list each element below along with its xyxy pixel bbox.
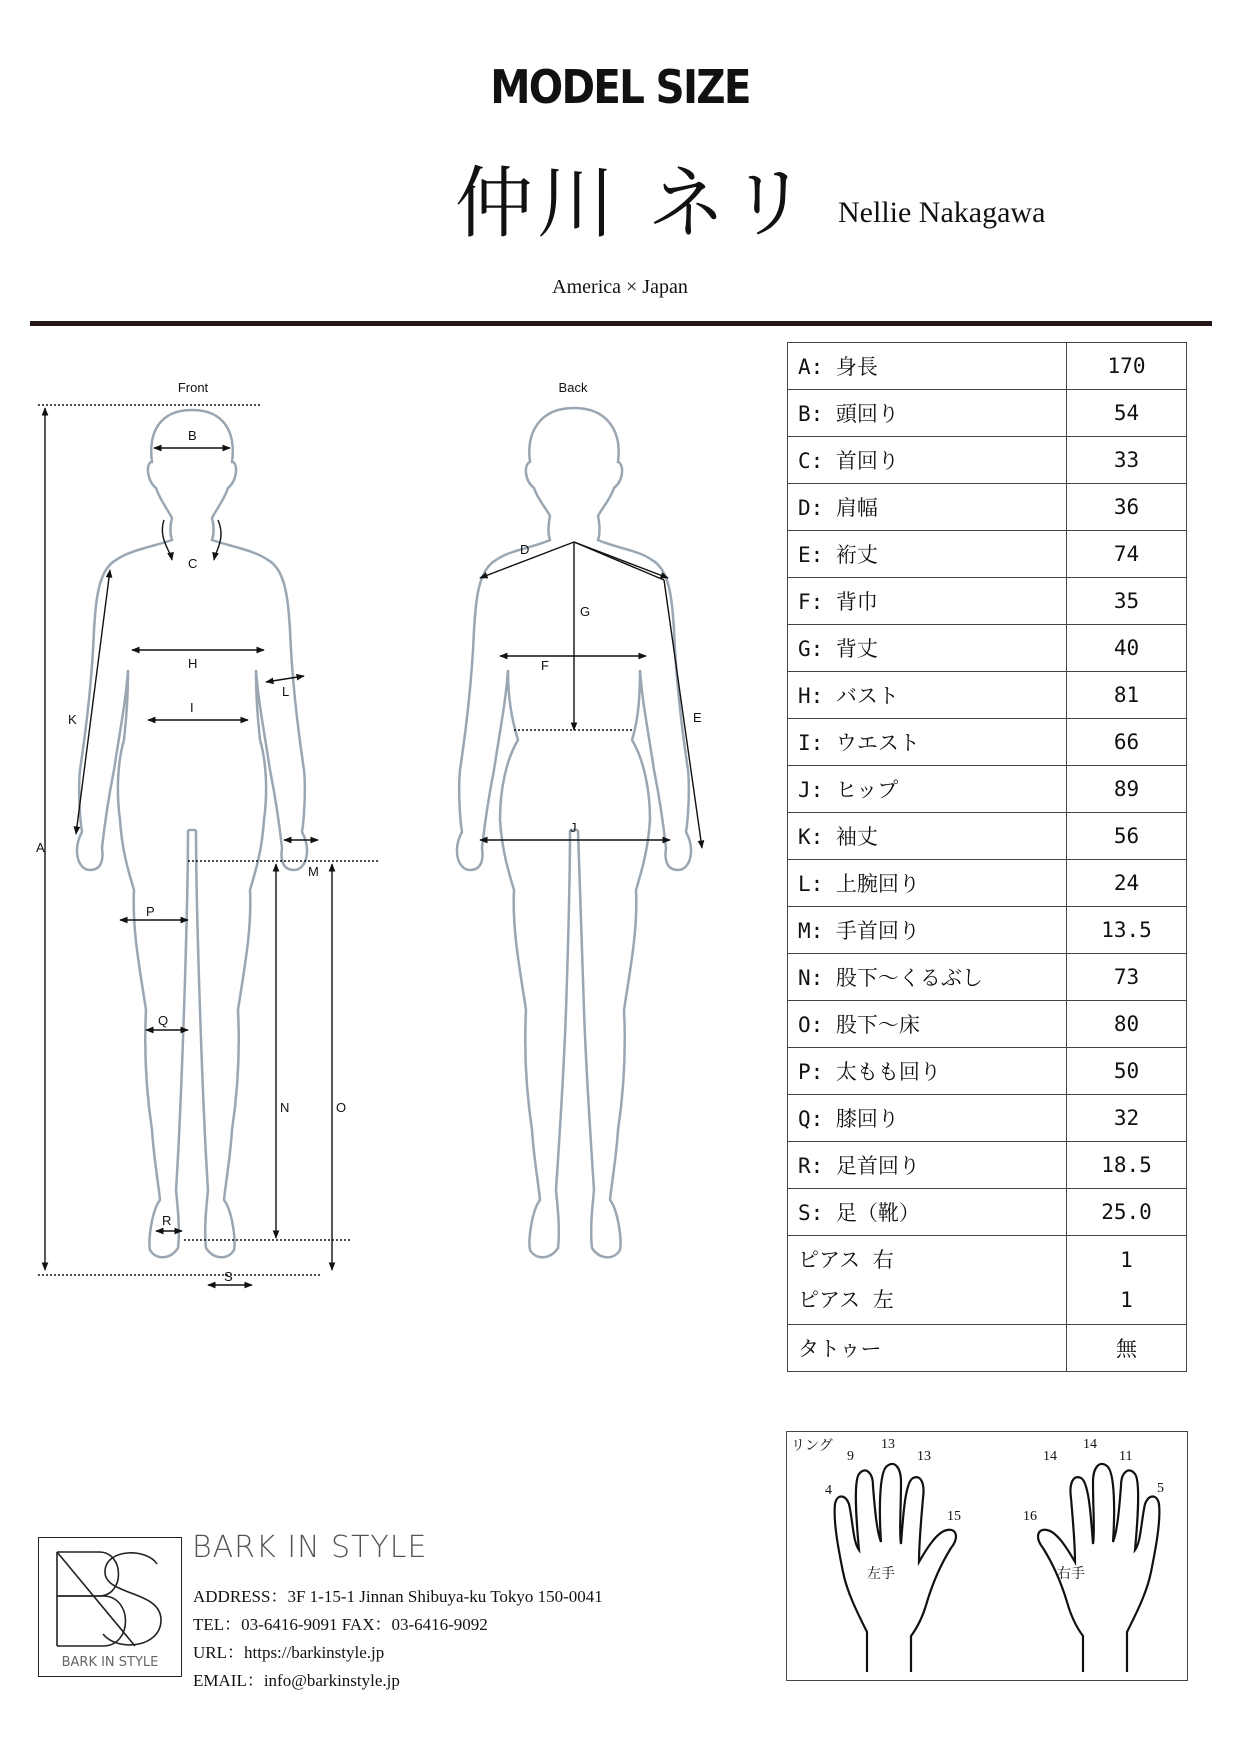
table-row <box>788 484 1187 531</box>
label-B: B <box>188 428 197 443</box>
table-row <box>788 672 1187 719</box>
company-email[interactable]: EMAIL：info@barkinstyle.jp <box>193 1671 400 1690</box>
back-label: Back <box>558 380 588 395</box>
label-G: G <box>580 604 591 619</box>
table-row <box>788 1189 1187 1236</box>
left-hand-outline <box>835 1464 956 1672</box>
measurement-label: G: 背丈 <box>788 625 1067 672</box>
label-I: I <box>190 700 194 715</box>
measurement-value: 89 <box>1067 766 1187 813</box>
label-D: D <box>520 542 530 557</box>
table-row-piercing <box>788 1236 1187 1325</box>
measurement-value: 25.0 <box>1067 1189 1187 1236</box>
table-row <box>788 343 1187 390</box>
piercing-left-label: ピアス 左 <box>798 1288 894 1312</box>
table-row <box>788 531 1187 578</box>
table-row <box>788 625 1187 672</box>
model-name-english: Nellie Nakagawa <box>838 196 1046 229</box>
label-P: P <box>146 904 155 919</box>
table-row <box>788 954 1187 1001</box>
measurement-label: B: 頭回り <box>788 390 1067 437</box>
table-row-tattoo <box>788 1325 1187 1372</box>
measurement-label: H: バスト <box>788 672 1067 719</box>
ring-right-ring: 11 <box>1119 1449 1133 1464</box>
measurement-label: L: 上腕回り <box>788 860 1067 907</box>
measurement-value: 80 <box>1067 1001 1187 1048</box>
logo-caption: BARK IN STYLE <box>61 1655 159 1670</box>
measurement-label: N: 股下～くるぶし <box>788 954 1067 1001</box>
label-L: L <box>282 684 290 699</box>
label-O: O <box>336 1100 347 1115</box>
measurement-value: 24 <box>1067 860 1187 907</box>
measurement-label: M: 手首回り <box>788 907 1067 954</box>
measurement-label: E: 裄丈 <box>788 531 1067 578</box>
piercing-right-value: 1 <box>1120 1248 1133 1272</box>
measurement-value: 50 <box>1067 1048 1187 1095</box>
table-row <box>788 1001 1187 1048</box>
logo-mark <box>39 1538 181 1676</box>
header-divider <box>30 321 1212 326</box>
page-title: MODEL SIZE <box>490 60 750 114</box>
table-row <box>788 390 1187 437</box>
label-K: K <box>68 712 77 727</box>
label-E: E <box>693 710 702 725</box>
measurement-label: O: 股下～床 <box>788 1001 1067 1048</box>
company-url[interactable]: URL：https://barkinstyle.jp <box>193 1643 385 1662</box>
measurement-value: 170 <box>1067 343 1187 390</box>
measurement-value: 36 <box>1067 484 1187 531</box>
measurement-value: 73 <box>1067 954 1187 1001</box>
measurement-value: 74 <box>1067 531 1187 578</box>
table-row <box>788 1142 1187 1189</box>
model-name-japanese: 仲川 ネリ <box>455 159 812 249</box>
ring-right-thumb: 16 <box>1023 1509 1037 1524</box>
table-row <box>788 813 1187 860</box>
measurement-label: K: 袖丈 <box>788 813 1067 860</box>
tattoo-value: 無 <box>1067 1325 1187 1372</box>
table-row <box>788 1048 1187 1095</box>
measurement-value: 13.5 <box>1067 907 1187 954</box>
piercing-right-label: ピアス 右 <box>798 1248 894 1272</box>
measurement-value: 33 <box>1067 437 1187 484</box>
measurement-value: 81 <box>1067 672 1187 719</box>
ring-left-thumb: 15 <box>947 1509 961 1524</box>
measurement-value: 54 <box>1067 390 1187 437</box>
table-row <box>788 907 1187 954</box>
company-phone: TEL：03-6416-9091 FAX：03-6416-9092 <box>193 1615 488 1634</box>
label-F: F <box>541 658 549 673</box>
ring-left-pinky: 4 <box>825 1483 832 1498</box>
table-row <box>788 860 1187 907</box>
body-measurement-diagram <box>20 370 770 1395</box>
label-S: S <box>224 1269 233 1284</box>
ring-right-index: 14 <box>1043 1449 1057 1464</box>
company-name: BARK IN STYLE <box>192 1530 428 1565</box>
company-logo <box>38 1537 182 1677</box>
label-C: C <box>188 556 198 571</box>
hands-diagram <box>787 1432 1187 1680</box>
measurement-label: A: 身長 <box>788 343 1067 390</box>
label-Q: Q <box>158 1013 169 1028</box>
ring-title: リング <box>791 1439 833 1454</box>
company-address: ADDRESS：3F 1-15-1 Jinnan Shibuya-ku Tokyo 150-0041 <box>193 1587 603 1606</box>
measurement-label: Q: 膝回り <box>788 1095 1067 1142</box>
measurement-label: R: 足首回り <box>788 1142 1067 1189</box>
measurement-value: 35 <box>1067 578 1187 625</box>
measurement-table-body <box>788 343 1187 1236</box>
model-origin: America × Japan <box>552 276 688 298</box>
piercing-left-value: 1 <box>1120 1288 1133 1312</box>
measurement-label: F: 背巾 <box>788 578 1067 625</box>
ring-right-pinky: 5 <box>1157 1481 1164 1496</box>
measurement-table <box>787 342 1187 1372</box>
label-A: A <box>36 840 45 855</box>
front-label: Front <box>177 380 209 395</box>
label-N: N <box>280 1100 290 1115</box>
label-J: J <box>570 820 577 835</box>
tattoo-label: タトゥー <box>788 1325 1067 1372</box>
measurement-label: S: 足（靴） <box>788 1189 1067 1236</box>
measurement-value: 56 <box>1067 813 1187 860</box>
measurement-label: P: 太もも回り <box>788 1048 1067 1095</box>
table-row <box>788 578 1187 625</box>
ring-right-middle: 14 <box>1083 1437 1097 1452</box>
measurement-value: 66 <box>1067 719 1187 766</box>
label-H: H <box>188 656 198 671</box>
table-row <box>788 437 1187 484</box>
measurement-value: 32 <box>1067 1095 1187 1142</box>
right-hand-label: 右手 <box>1057 1567 1085 1582</box>
measurement-value: 18.5 <box>1067 1142 1187 1189</box>
piercing-label-cell <box>788 1236 1067 1325</box>
measurement-label: D: 肩幅 <box>788 484 1067 531</box>
measurement-label: J: ヒップ <box>788 766 1067 813</box>
measurement-label: C: 首回り <box>788 437 1067 484</box>
table-row <box>788 766 1187 813</box>
front-figure-outline <box>77 410 307 1257</box>
table-row <box>788 1095 1187 1142</box>
piercing-value-cell <box>1067 1236 1187 1325</box>
label-M: M <box>308 864 319 879</box>
measurement-label: I: ウエスト <box>788 719 1067 766</box>
table-row <box>788 719 1187 766</box>
left-hand-label: 左手 <box>867 1567 895 1582</box>
ring-left-ring: 9 <box>847 1449 854 1464</box>
ring-size-panel <box>786 1431 1188 1681</box>
label-R: R <box>162 1213 172 1228</box>
measurement-value: 40 <box>1067 625 1187 672</box>
ring-left-index: 13 <box>917 1449 931 1464</box>
ring-left-middle: 13 <box>881 1437 895 1452</box>
